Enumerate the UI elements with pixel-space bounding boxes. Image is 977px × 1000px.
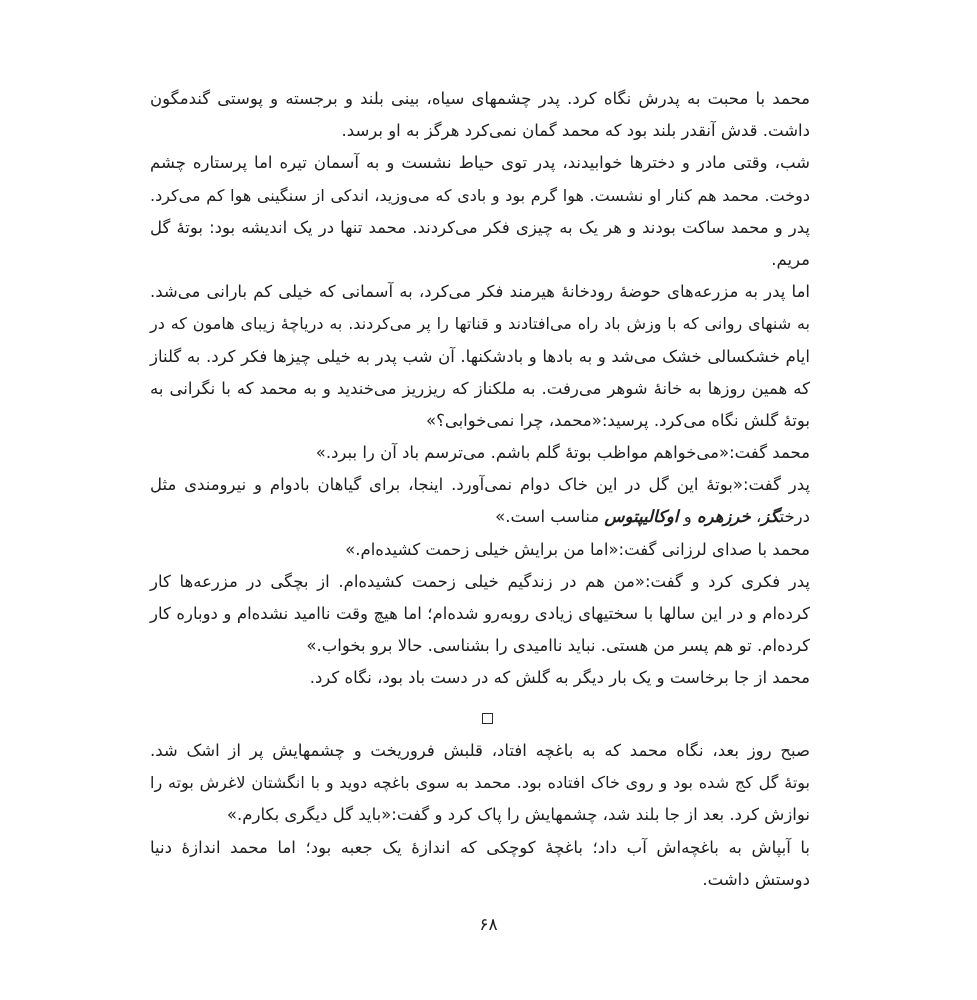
text-line: کرده‌ام. تو هم پسر من هستی. نباید ناامیدی را بشناسی. حالا برو بخواب.» <box>306 636 810 656</box>
text-line: بوتهٔ گلش نگاه می‌کرد. پرسید:«محمد، چرا نمی‌خوابی؟» <box>425 410 810 430</box>
text-line: دوستش داشت. <box>702 869 810 889</box>
bold-word-gaz: گز <box>761 507 780 527</box>
text-line: به شنهای روانی که با وزش باد راه می‌افتادند و قناتها را پر می‌کردند. به دریاچهٔ زیبای هامون که در <box>150 314 810 334</box>
section-break-square <box>482 713 493 724</box>
body-text-part1 <box>150 83 810 695</box>
text-line: صبح روز بعد، نگاه محمد که به باغچه افتاد، قلبش فروریخت و چشمهایش پر از اشک شد. <box>150 741 810 760</box>
text-line: شب، وقتی مادر و دخترها خوابیدند، پدر توی حیاط نشست و به آسمان تیره اما پرستاره چشم <box>150 153 810 173</box>
text-line: ایام خشکسالی خشک می‌شد و به بادها و بادشکنها. آن شب پدر به خیلی چیزها فکر کرد. به گلناز <box>150 346 810 366</box>
page-number: ۶۸ <box>479 915 498 935</box>
text-line: پدر فکری کرد و گفت:«من هم در زندگیم خیلی زحمت کشیده‌ام. از بچگی در مزرعه‌ها کار <box>150 571 810 591</box>
text-line: داشت. قدش آنقدر بلند بود که محمد گمان نمی‌کرد هرگز به او برسد. <box>341 121 810 141</box>
text-line: محمد با صدای لرزانی گفت:«اما من برایش خیلی زحمت کشیده‌ام.» <box>345 539 810 559</box>
text-line: محمد از جا برخاست و یک بار دیگر به گلش که در دست باد بود، نگاه کرد. <box>309 668 810 688</box>
text-line: پدر و محمد ساکت بودند و هر یک به چیزی فکر می‌کردند. محمد تنها در یک اندیشه بود: بوتهٔ گل <box>150 217 810 237</box>
tree-prefix: درخت <box>779 507 810 527</box>
separator-text: ، <box>750 507 762 527</box>
separator-text: و <box>678 507 697 527</box>
body-text-part2 <box>150 735 810 896</box>
text-line: پدر گفت:«بوتهٔ این گل در این خاک دوام نمی‌آورد. اینجا، برای گیاهان بادوام و نیرومندی مثل <box>150 475 810 495</box>
bold-word-eucalyptus: اوکالیپتوس <box>604 507 679 527</box>
text-line: دوخت. محمد هم کنار او نشست. هوا گرم بود و بادی که می‌وزید، اندکی از سنگینی هوا کم می‌کرد. <box>150 185 810 205</box>
text-line: اما پدر به مزرعه‌های حوضهٔ رودخانهٔ هیرمند فکر می‌کرد، به آسمانی که خیلی کم بارانی می‌شد. <box>150 282 810 302</box>
line-suffix: مناسب است.» <box>495 507 605 527</box>
text-line: نوازش کرد. بعد از جا بلند شد، چشمهایش را پاک کرد و گفت:«باید گل دیگری بکارم.» <box>226 805 810 825</box>
text-line: که همین روزها به خانهٔ شوهر می‌رفت. به ملکناز که ریزریز می‌خندید و به محمد که با نگرانی به <box>150 378 810 398</box>
bold-word-kharzahreh: خرزهره <box>696 507 751 527</box>
text-line: مریم. <box>771 249 810 269</box>
text-line: محمد با محبت به پدرش نگاه کرد. پدر چشمهای سیاه، بینی بلند و برجسته و پوستی گندمگون <box>150 89 810 108</box>
text-line: با آبپاش به باغچه‌اش آب داد؛ باغچهٔ کوچکی که اندازهٔ یک جعبه بود؛ اما محمد اندازهٔ دنیا <box>150 837 810 857</box>
text-line-with-bold <box>150 501 810 533</box>
text-line: کرده‌ام و در این سالها با سختیهای زیادی روبه‌رو شده‌ام؛ اما هیچ وقت ناامید نشده‌ام و دوباره کار <box>150 604 810 623</box>
text-line: محمد گفت:«می‌خواهم مواظب بوتهٔ گلم باشم. می‌ترسم باد آن را ببرد.» <box>315 443 810 463</box>
text-line: بوتهٔ گل کج شده بود و روی خاک افتاده بود. محمد به سوی باغچه دوید و با انگشتان لاغرش بوته را <box>150 773 810 793</box>
